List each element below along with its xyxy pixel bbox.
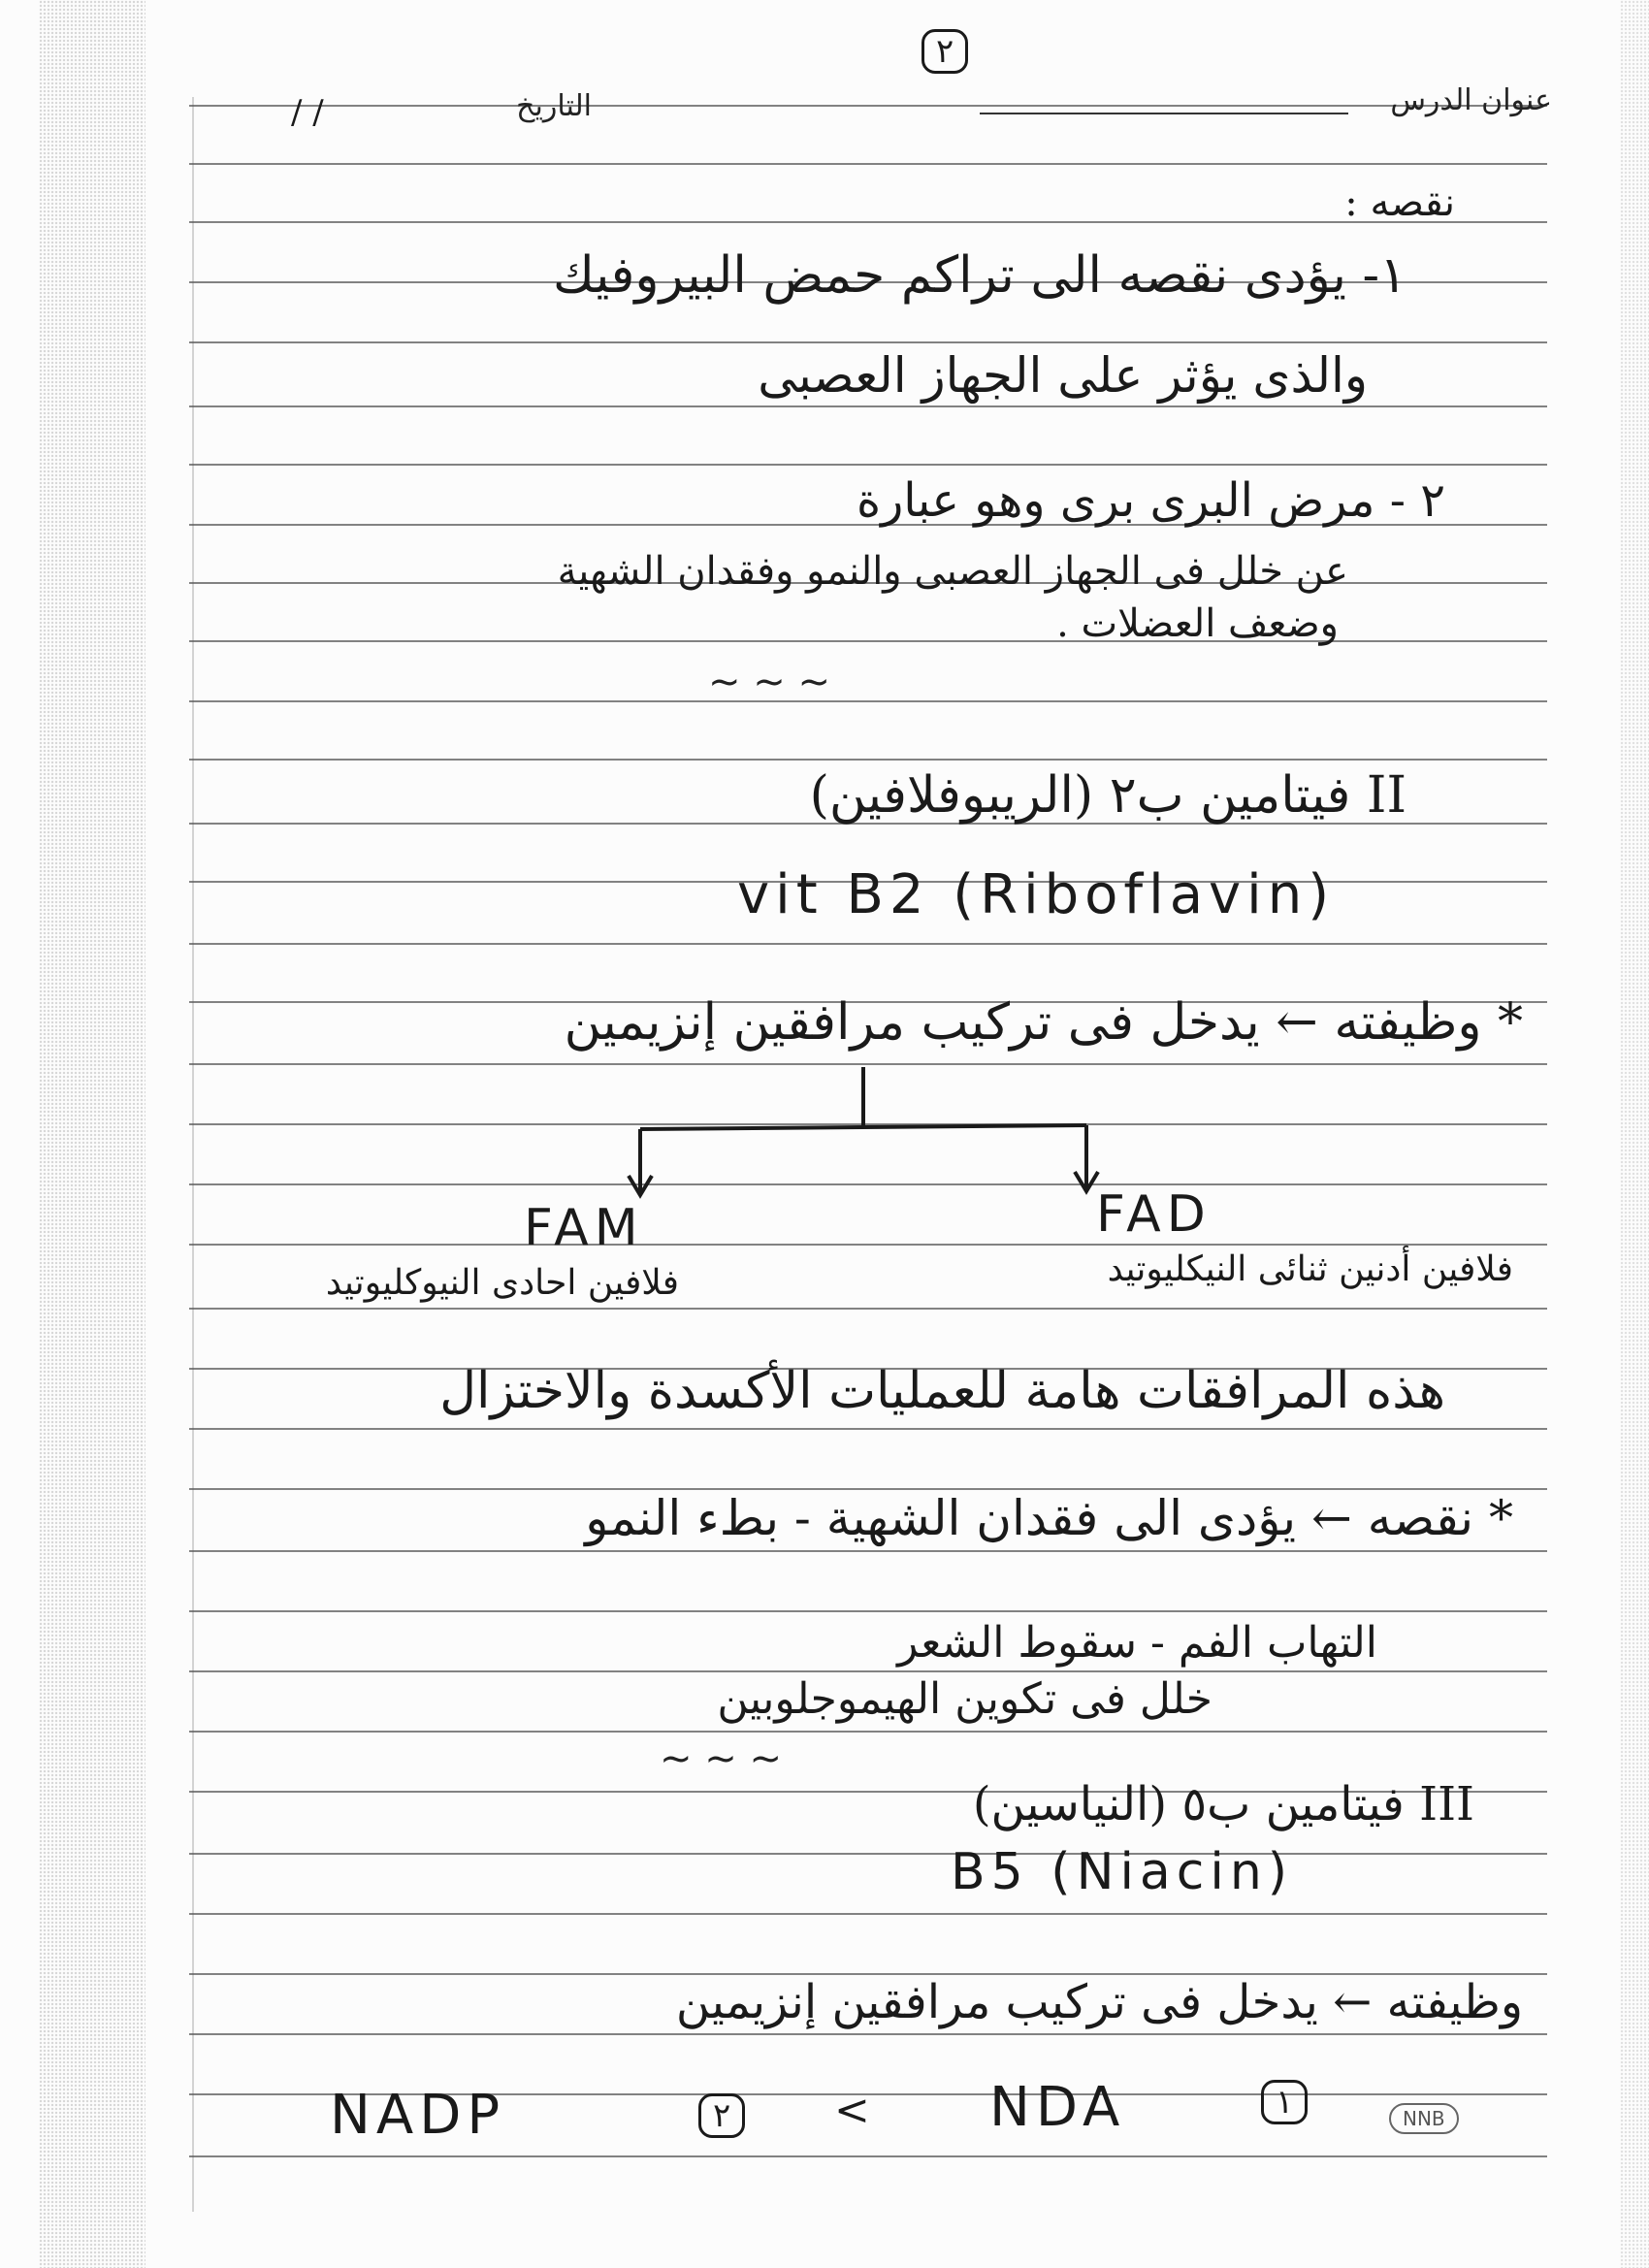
fad-label: FAD <box>1096 1185 1212 1244</box>
lesson-title-label: عنوان الدرس <box>1390 83 1552 117</box>
section3-title-en: B5 (Niacin) <box>951 1843 1294 1901</box>
section2-title-en: vit B2 (Riboflavin) <box>737 863 1336 926</box>
beriberi-line-3: وضعف العضلات . <box>1056 601 1339 646</box>
function-2: * وظيفته ← يدخل فى تركيب مرافقين إنزيمين <box>564 993 1523 1052</box>
note-line-1: ١- يؤدى نقصه الى تراكم حمض البيروفيك <box>553 246 1406 305</box>
fad-description: فلافين أدنين ثنائى النيكليوتيد <box>1107 1249 1513 1289</box>
page-number: ٢ <box>922 29 968 74</box>
beriberi-line-1: ٢ - مرض البرى برى وهو عبارة <box>856 473 1445 528</box>
cofactor-note: هذه المرافقات هامة للعمليات الأكسدة والاختزال <box>439 1362 1445 1420</box>
notebook-stamp: NNB <box>1389 2103 1459 2134</box>
item1-number: ١ <box>1261 2080 1308 2124</box>
deficiency-2-b: التهاب الفم - سقوط الشعر <box>897 1618 1377 1668</box>
function-3: وظيفته ← يدخل فى تركيب مرافقين إنزيمين <box>675 1975 1523 2029</box>
fam-description: فلافين احادى النيوكليوتيد <box>325 1263 679 1303</box>
separator-2: ~ ~ ~ <box>660 1736 782 1781</box>
item2-number: ٢ <box>698 2093 745 2138</box>
item2-label: NADP <box>330 2084 506 2147</box>
branch-diagram <box>582 1067 1164 1203</box>
note-line-2: والذى يؤثر على الجهاز العصبى <box>758 347 1368 404</box>
scan-edge-left <box>39 0 146 2268</box>
deficiency-2: * نقصه ← يؤدى الى فقدان الشهية - بطء النمو <box>585 1490 1513 1546</box>
beriberi-line-2: عن خلل فى الجهاز العصبى والنمو وفقدان الشهية <box>557 549 1348 594</box>
date-label: التاريخ <box>516 89 592 123</box>
section2-title-ar: II فيتامين ب٢ (الريبوفلافين) <box>809 766 1406 825</box>
separator-1: ~ ~ ~ <box>708 660 830 704</box>
lesson-title-blank <box>980 113 1348 114</box>
item1-label: NDA <box>989 2076 1126 2139</box>
margin-line <box>192 97 194 2212</box>
fam-label: FAM <box>524 1199 644 1257</box>
item-separator: < <box>834 2086 870 2135</box>
branch-bar <box>640 1125 1086 1129</box>
deficiency-2-c: خلل فى تكوين الهيموجلوبين <box>717 1674 1212 1724</box>
deficiency-title: نقصه : <box>1344 180 1455 225</box>
scan-edge-right <box>1620 0 1649 2268</box>
arrow-left <box>629 1129 652 1195</box>
section3-title-ar: III فيتامين ب٥ (النياسين) <box>972 1777 1474 1831</box>
arrow-right <box>1075 1125 1098 1191</box>
date-slashes: / / <box>291 93 324 132</box>
